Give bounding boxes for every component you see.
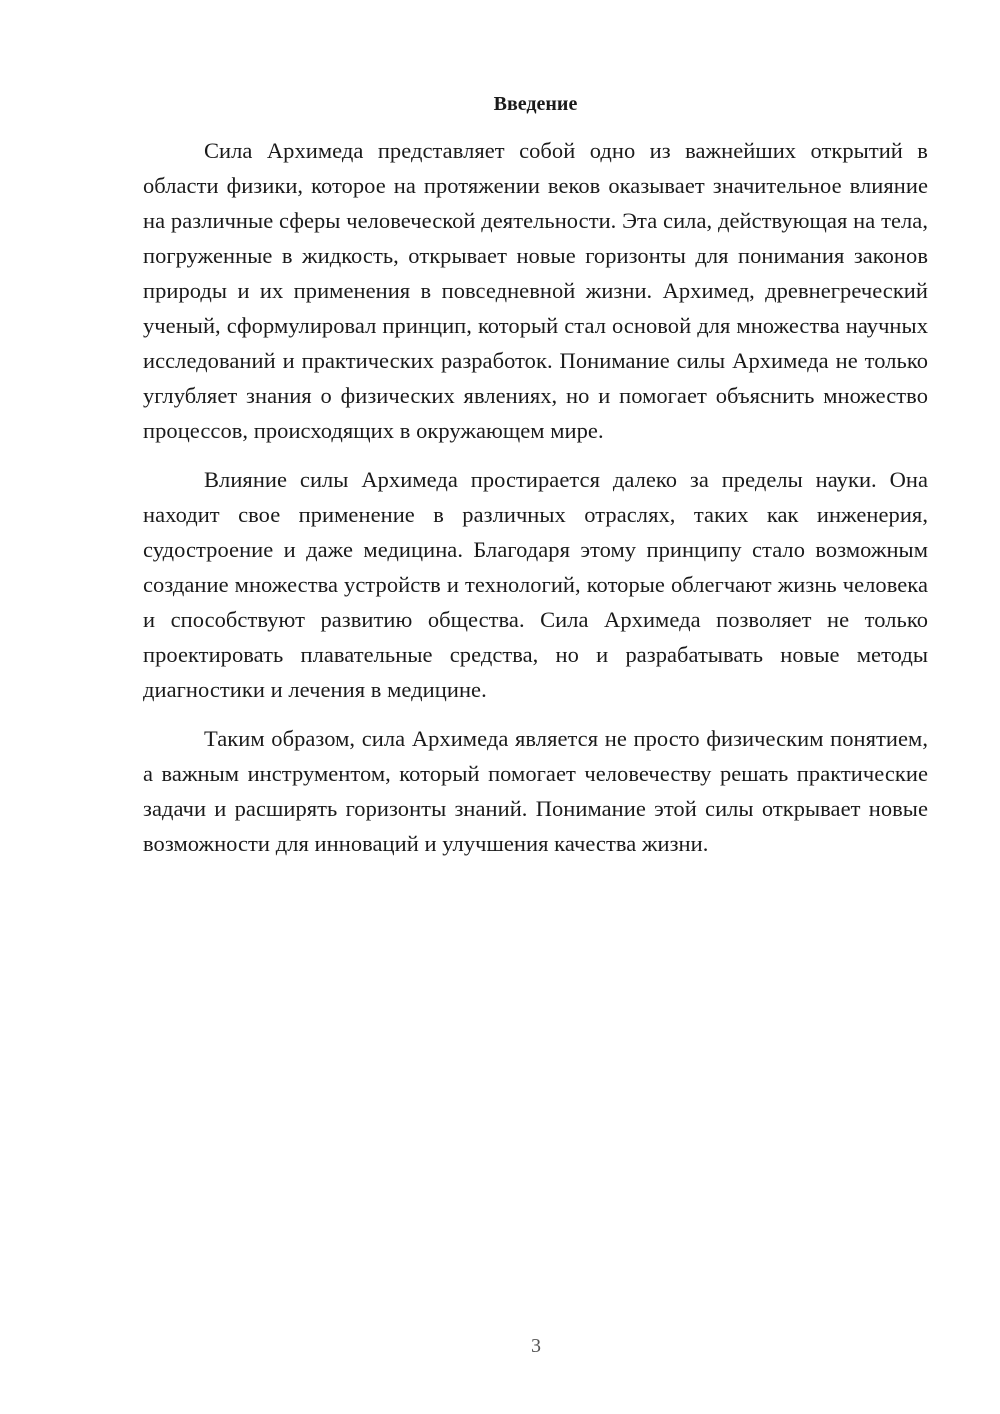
document-page [143,92,928,875]
page-number: 3 [531,1335,541,1357]
paragraph-2: Влияние силы Архимеда простирается далеко за пределы науки. Она находит свое применение в различных отраслях, таких как инженерия, судостроение и даже медицина. Благодаря этому принципу стало возможным создание множества устройств и технологий, которые облегчают жизнь человека и способствуют развитию общества. Сила Архимеда позволяет не только проектировать плавательные средства, но и разрабатывать новые методы диагностики и лечения в медицине. [143,467,928,702]
section-heading: Введение [493,93,578,115]
paragraph-1: Сила Архимеда представляет собой одно из важнейших открытий в области физики, которое на протяжении веков оказывает значительное влияние на различные сферы человеческой деятельности. Эта сила, действующая на тела, погруженные в жидкость, открывает новые горизонты для понимания законов природы и их применения в повседневной жизни. Архимед, древнегреческий ученый, сформулировал принцип, который стал основой для множества научных исследований и практических разработок. Понимание силы Архимеда не только углубляет знания о физических явлениях, но и помогает объяснить множество процессов, происходящих в окружающем мире. [143,138,928,443]
paragraph-3: Таким образом, сила Архимеда является не просто физическим понятием, а важным инструментом, который помогает человечеству решать практические задачи и расширять горизонты знаний. Понимание этой силы открывает новые возможности для инноваций и улучшения качества жизни. [143,726,928,856]
